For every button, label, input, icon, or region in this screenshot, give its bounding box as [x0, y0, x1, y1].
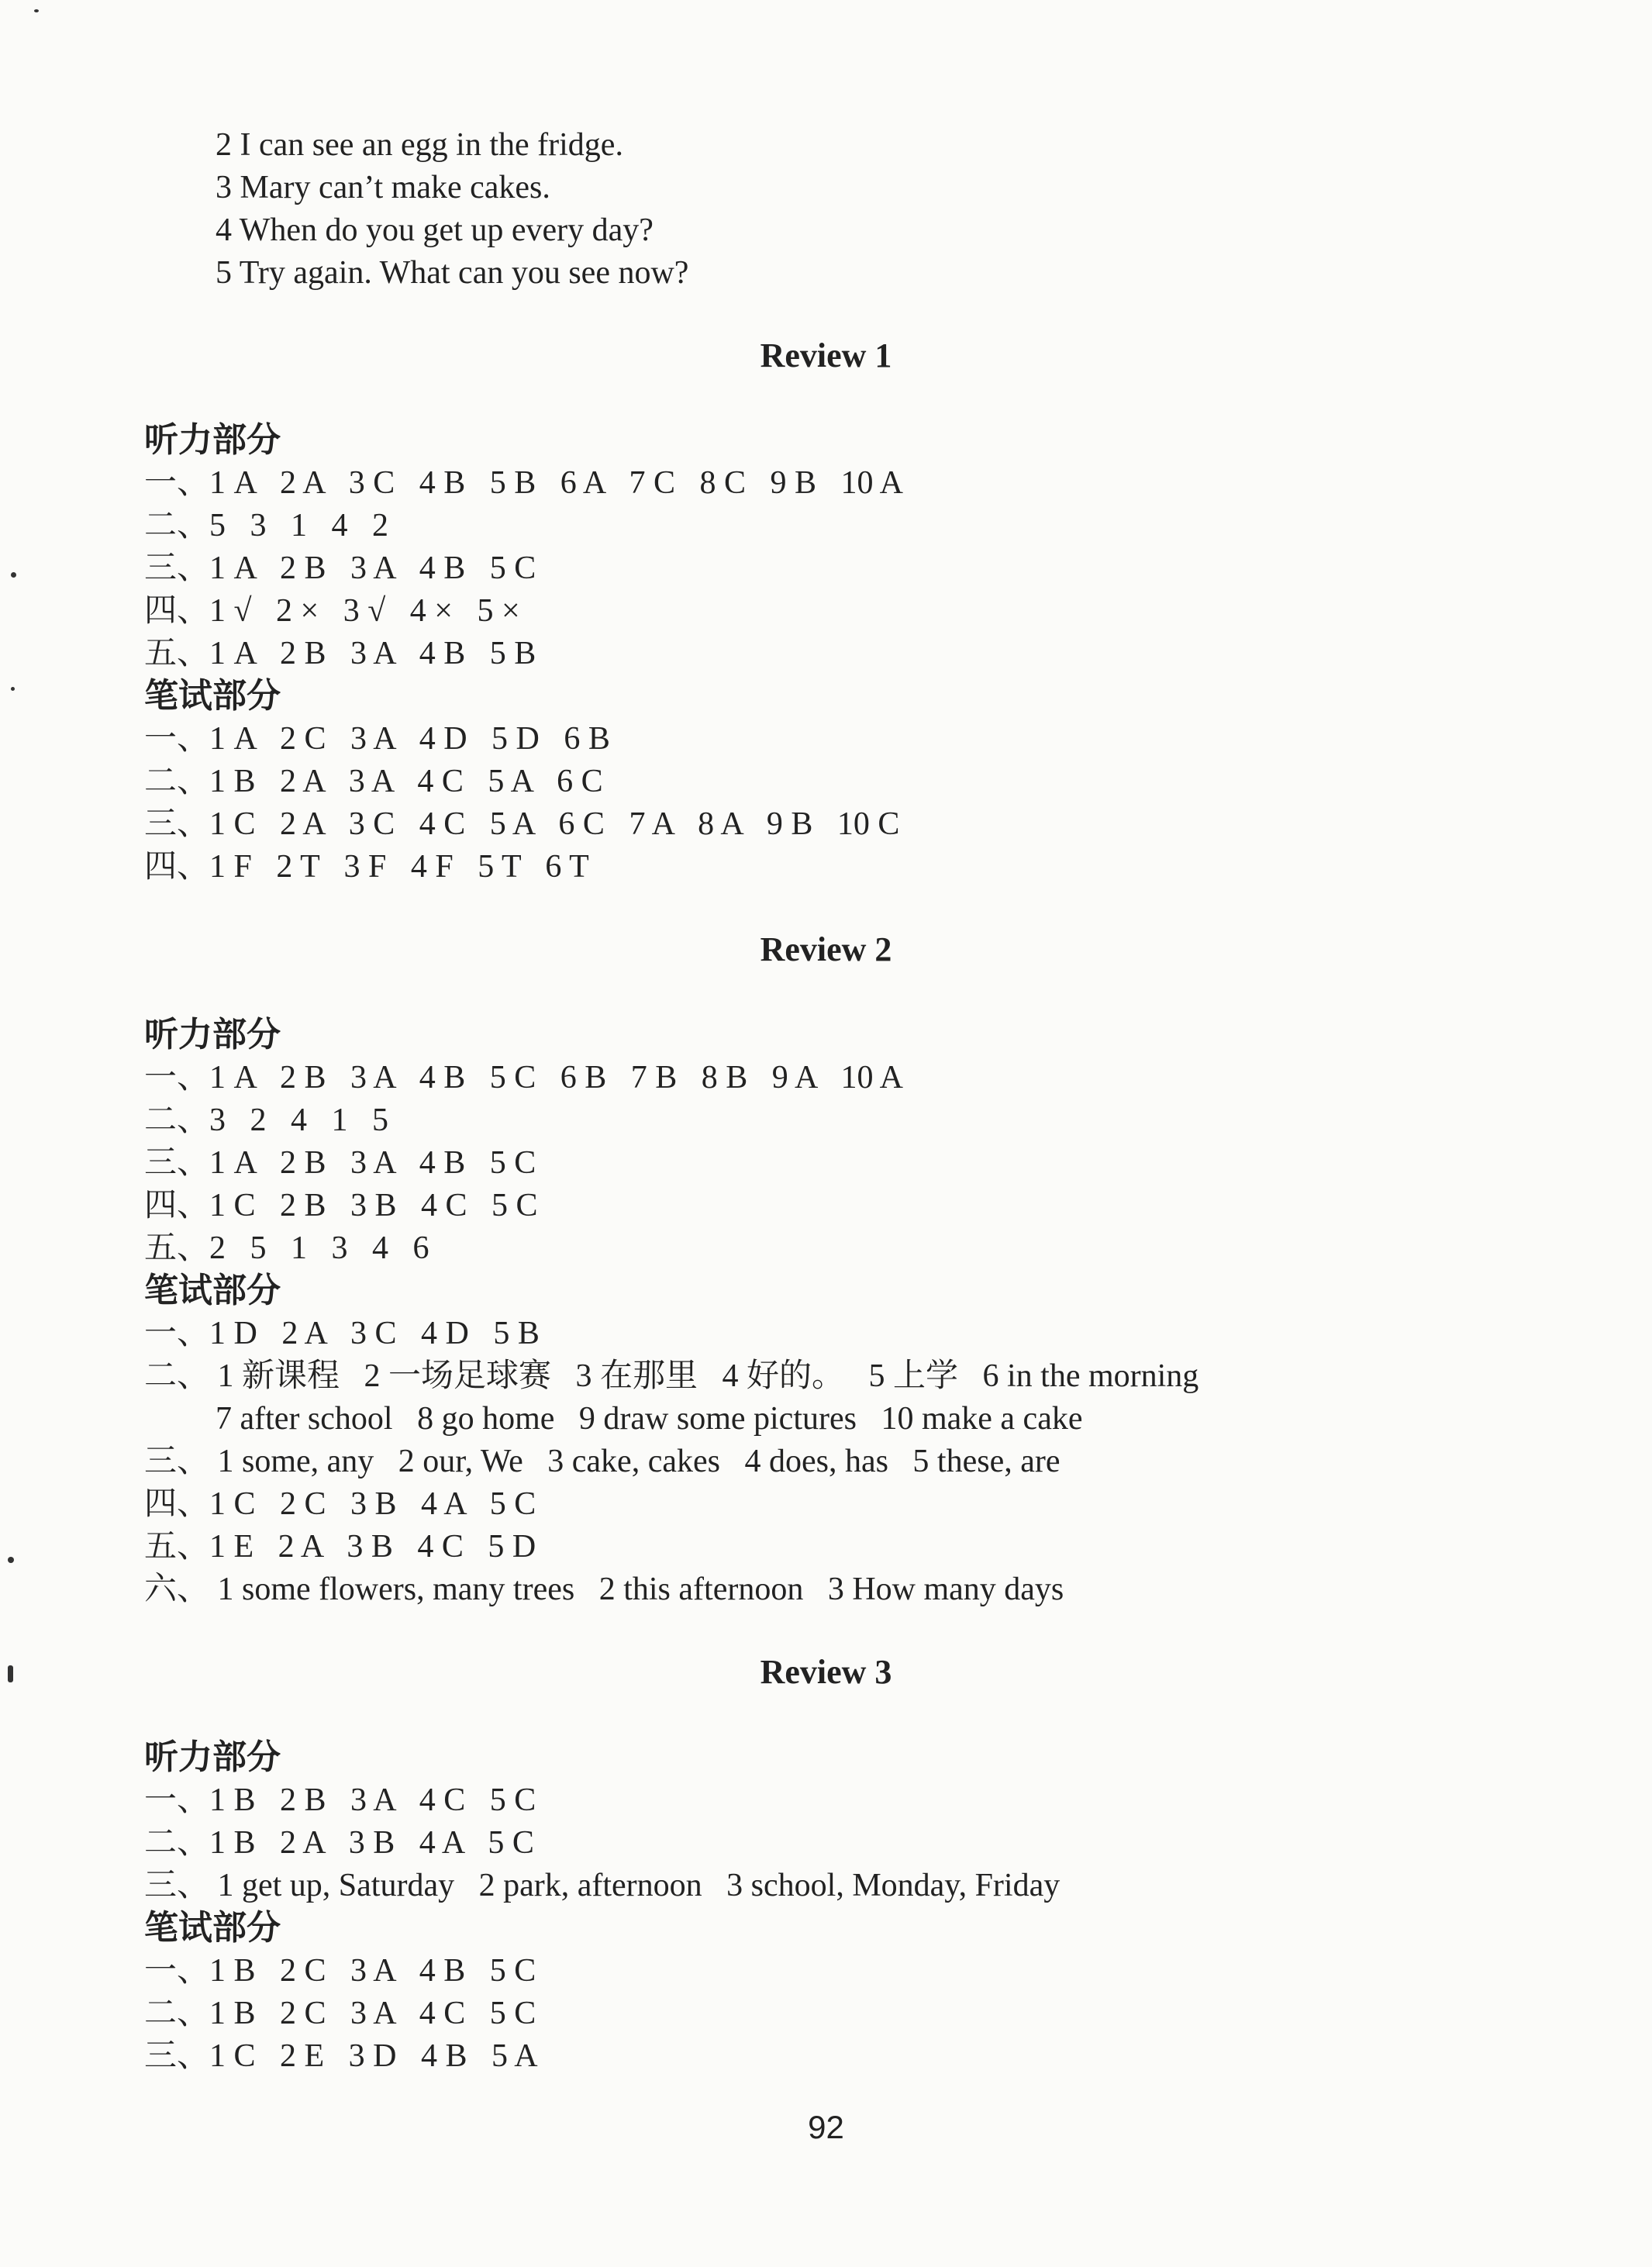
answer-line: 三、1 C 2 A 3 C 4 C 5 A 6 C 7 A 8 A 9 B 10 C — [144, 806, 900, 842]
scan-speck — [8, 1665, 13, 1682]
review-3-title: Review 3 — [760, 1653, 892, 1691]
answer-line: 二、3 2 4 1 5 — [144, 1102, 389, 1138]
intro-line: 2 I can see an egg in the fridge. — [216, 127, 623, 163]
scan-speck — [11, 572, 16, 578]
answer-line: 一、1 B 2 B 3 A 4 C 5 C — [144, 1782, 536, 1818]
answer-line: 三、1 A 2 B 3 A 4 B 5 C — [144, 550, 536, 586]
page-number: 92 — [808, 2109, 844, 2145]
scan-speck — [34, 9, 39, 12]
answer-line: 二、1 B 2 A 3 B 4 A 5 C — [144, 1825, 534, 1861]
answer-line: 一、1 D 2 A 3 C 4 D 5 B — [144, 1316, 540, 1351]
answer-line: 四、1 F 2 T 3 F 4 F 5 T 6 T — [144, 849, 589, 885]
answer-line: 六、 1 some flowers, many trees 2 this afternoon 3 How many days — [144, 1572, 1064, 1607]
answer-line: 五、2 5 1 3 4 6 — [144, 1230, 429, 1266]
intro-line: 4 When do you get up every day? — [216, 212, 654, 248]
answer-line: 二、 1 新课程 2 一场足球赛 3 在那里 4 好的。 5 上学 6 in the morning — [144, 1358, 1199, 1394]
answer-line: 一、1 A 2 B 3 A 4 B 5 C 6 B 7 B 8 B 9 A 10 A — [144, 1060, 904, 1096]
answer-line: 四、1 √ 2 × 3 √ 4 × 5 × — [144, 593, 520, 629]
review-3-listening-heading: 听力部分 — [144, 1737, 281, 1777]
answer-line: 三、1 C 2 E 3 D 4 B 5 A — [144, 2038, 538, 2074]
answer-line: 二、1 B 2 A 3 A 4 C 5 A 6 C — [144, 764, 603, 799]
intro-line: 3 Mary can’t make cakes. — [216, 170, 550, 205]
intro-line: 5 Try again. What can you see now? — [216, 255, 689, 291]
answer-line: 二、1 B 2 C 3 A 4 C 5 C — [144, 1996, 536, 2031]
scan-speck — [11, 687, 15, 691]
answer-line: 三、1 A 2 B 3 A 4 B 5 C — [144, 1145, 536, 1181]
answer-line: 三、 1 some, any 2 our, We 3 cake, cakes 4 does, has 5 these, are — [144, 1444, 1061, 1479]
answer-line: 五、1 E 2 A 3 B 4 C 5 D — [144, 1529, 536, 1565]
review-2-writing-heading: 笔试部分 — [144, 1271, 281, 1310]
answer-line: 一、1 B 2 C 3 A 4 B 5 C — [144, 1953, 536, 1989]
answer-line: 一、1 A 2 A 3 C 4 B 5 B 6 A 7 C 8 C 9 B 10 A — [144, 465, 904, 501]
review-1-writing-heading: 笔试部分 — [144, 676, 281, 716]
answer-line-continuation: 7 after school 8 go home 9 draw some pictures 10 make a cake — [216, 1401, 1083, 1437]
answer-line: 四、1 C 2 B 3 B 4 C 5 C — [144, 1188, 538, 1223]
review-1-title: Review 1 — [760, 336, 892, 374]
review-3-writing-heading: 笔试部分 — [144, 1908, 281, 1948]
answer-line: 四、1 C 2 C 3 B 4 A 5 C — [144, 1486, 536, 1522]
answer-line: 五、1 A 2 B 3 A 4 B 5 B — [144, 636, 536, 671]
answer-line: 二、5 3 1 4 2 — [144, 508, 389, 543]
review-1-listening-heading: 听力部分 — [144, 420, 281, 460]
answer-line: 三、 1 get up, Saturday 2 park, afternoon 3 school, Monday, Friday — [144, 1868, 1061, 1903]
review-2-listening-heading: 听力部分 — [144, 1015, 281, 1054]
scan-speck — [8, 1557, 14, 1563]
answer-line: 一、1 A 2 C 3 A 4 D 5 D 6 B — [144, 721, 610, 757]
review-2-title: Review 2 — [760, 930, 892, 968]
